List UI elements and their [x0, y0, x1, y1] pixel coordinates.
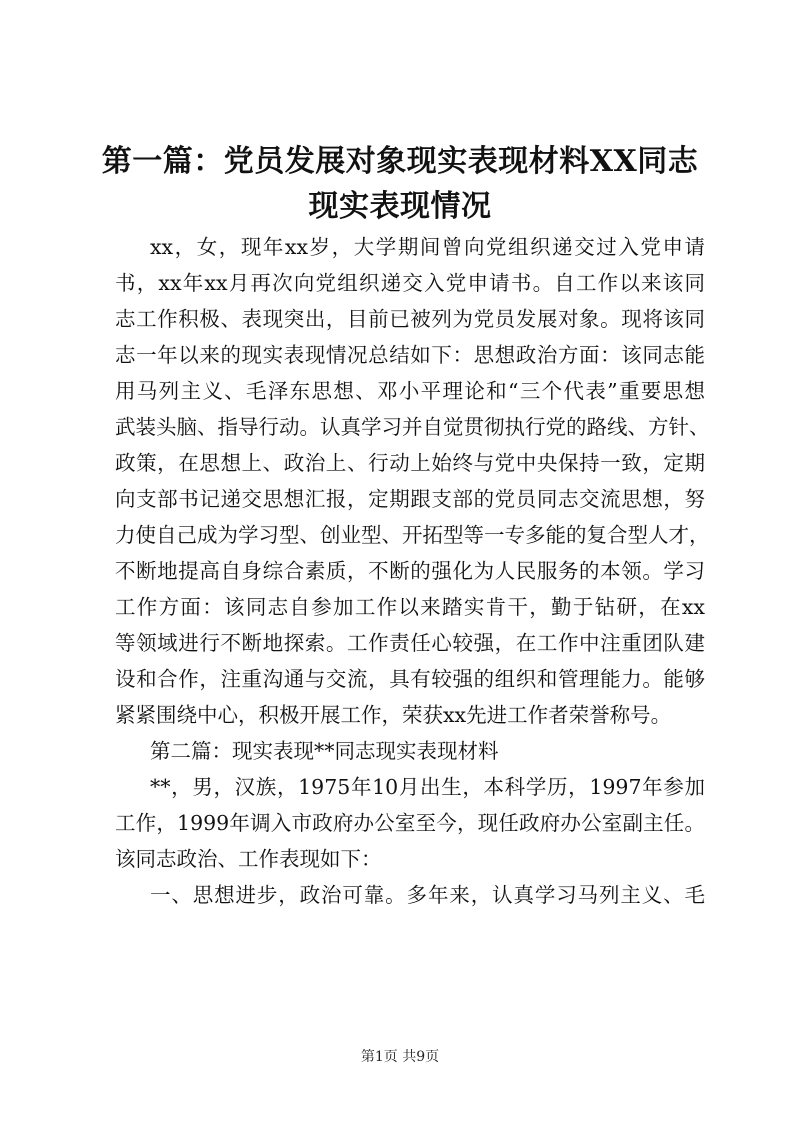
body-line: 紧紧围绕中心，积极开展工作，荣获xx先进工作者荣誉称号。 [115, 703, 672, 727]
body-line: **，男，汉族，1975年10月出生，本科学历，1997年参加 [150, 775, 705, 799]
section-heading: 第二篇：现实表现**同志现实表现材料 [150, 739, 499, 763]
body-line: 书，xx年xx月再次向党组织递交入党申请书。自工作以来该同 [115, 271, 705, 295]
page-footer: 第1页 共9页 [360, 1049, 440, 1065]
body-line: 武装头脑、指导行动。认真学习并自觉贯彻执行党的路线、方针、 [115, 415, 710, 439]
body-line: 用马列主义、毛泽东思想、邓小平理论和“三个代表”重要思想 [115, 379, 705, 403]
body-line: 向支部书记递交思想汇报，定期跟支部的党员同志交流思想，努 [115, 487, 705, 511]
body-line: 志工作积极、表现突出，目前已被列为党员发展对象。现将该同 [115, 307, 705, 331]
body-line: 设和合作，注重沟通与交流，具有较强的组织和管理能力。能够 [115, 667, 705, 691]
body-line: 政策，在思想上、政治上、行动上始终与党中央保持一致，定期 [115, 451, 705, 475]
body-line: 工作方面：该同志自参加工作以来踏实肯干，勤于钻研，在xx [115, 595, 705, 619]
body-line: 力使自己成为学习型、创业型、开拓型等一专多能的复合型人才， [115, 523, 710, 547]
title-line-1: 第一篇：党员发展对象现实表现材料XX同志 [101, 144, 699, 179]
body-line: 不断地提高自身综合素质，不断的强化为人民服务的本领。学习 [115, 559, 705, 583]
body-line: xx，女，现年xx岁，大学期间曾向党组织递交过入党申请 [150, 235, 705, 259]
title-line-2: 现实表现情况 [308, 189, 492, 224]
body-line: 志一年以来的现实表现情况总结如下：思想政治方面：该同志能 [115, 343, 705, 367]
body-line: 该同志政治、工作表现如下： [115, 847, 382, 871]
body-line: 工作，1999年调入市政府办公室至今，现任政府办公室副主任。 [115, 811, 705, 835]
body-line: 一、思想进步，政治可靠。多年来，认真学习马列主义、毛 [150, 883, 705, 907]
body-line: 等领域进行不断地探索。工作责任心较强，在工作中注重团队建 [115, 631, 705, 655]
